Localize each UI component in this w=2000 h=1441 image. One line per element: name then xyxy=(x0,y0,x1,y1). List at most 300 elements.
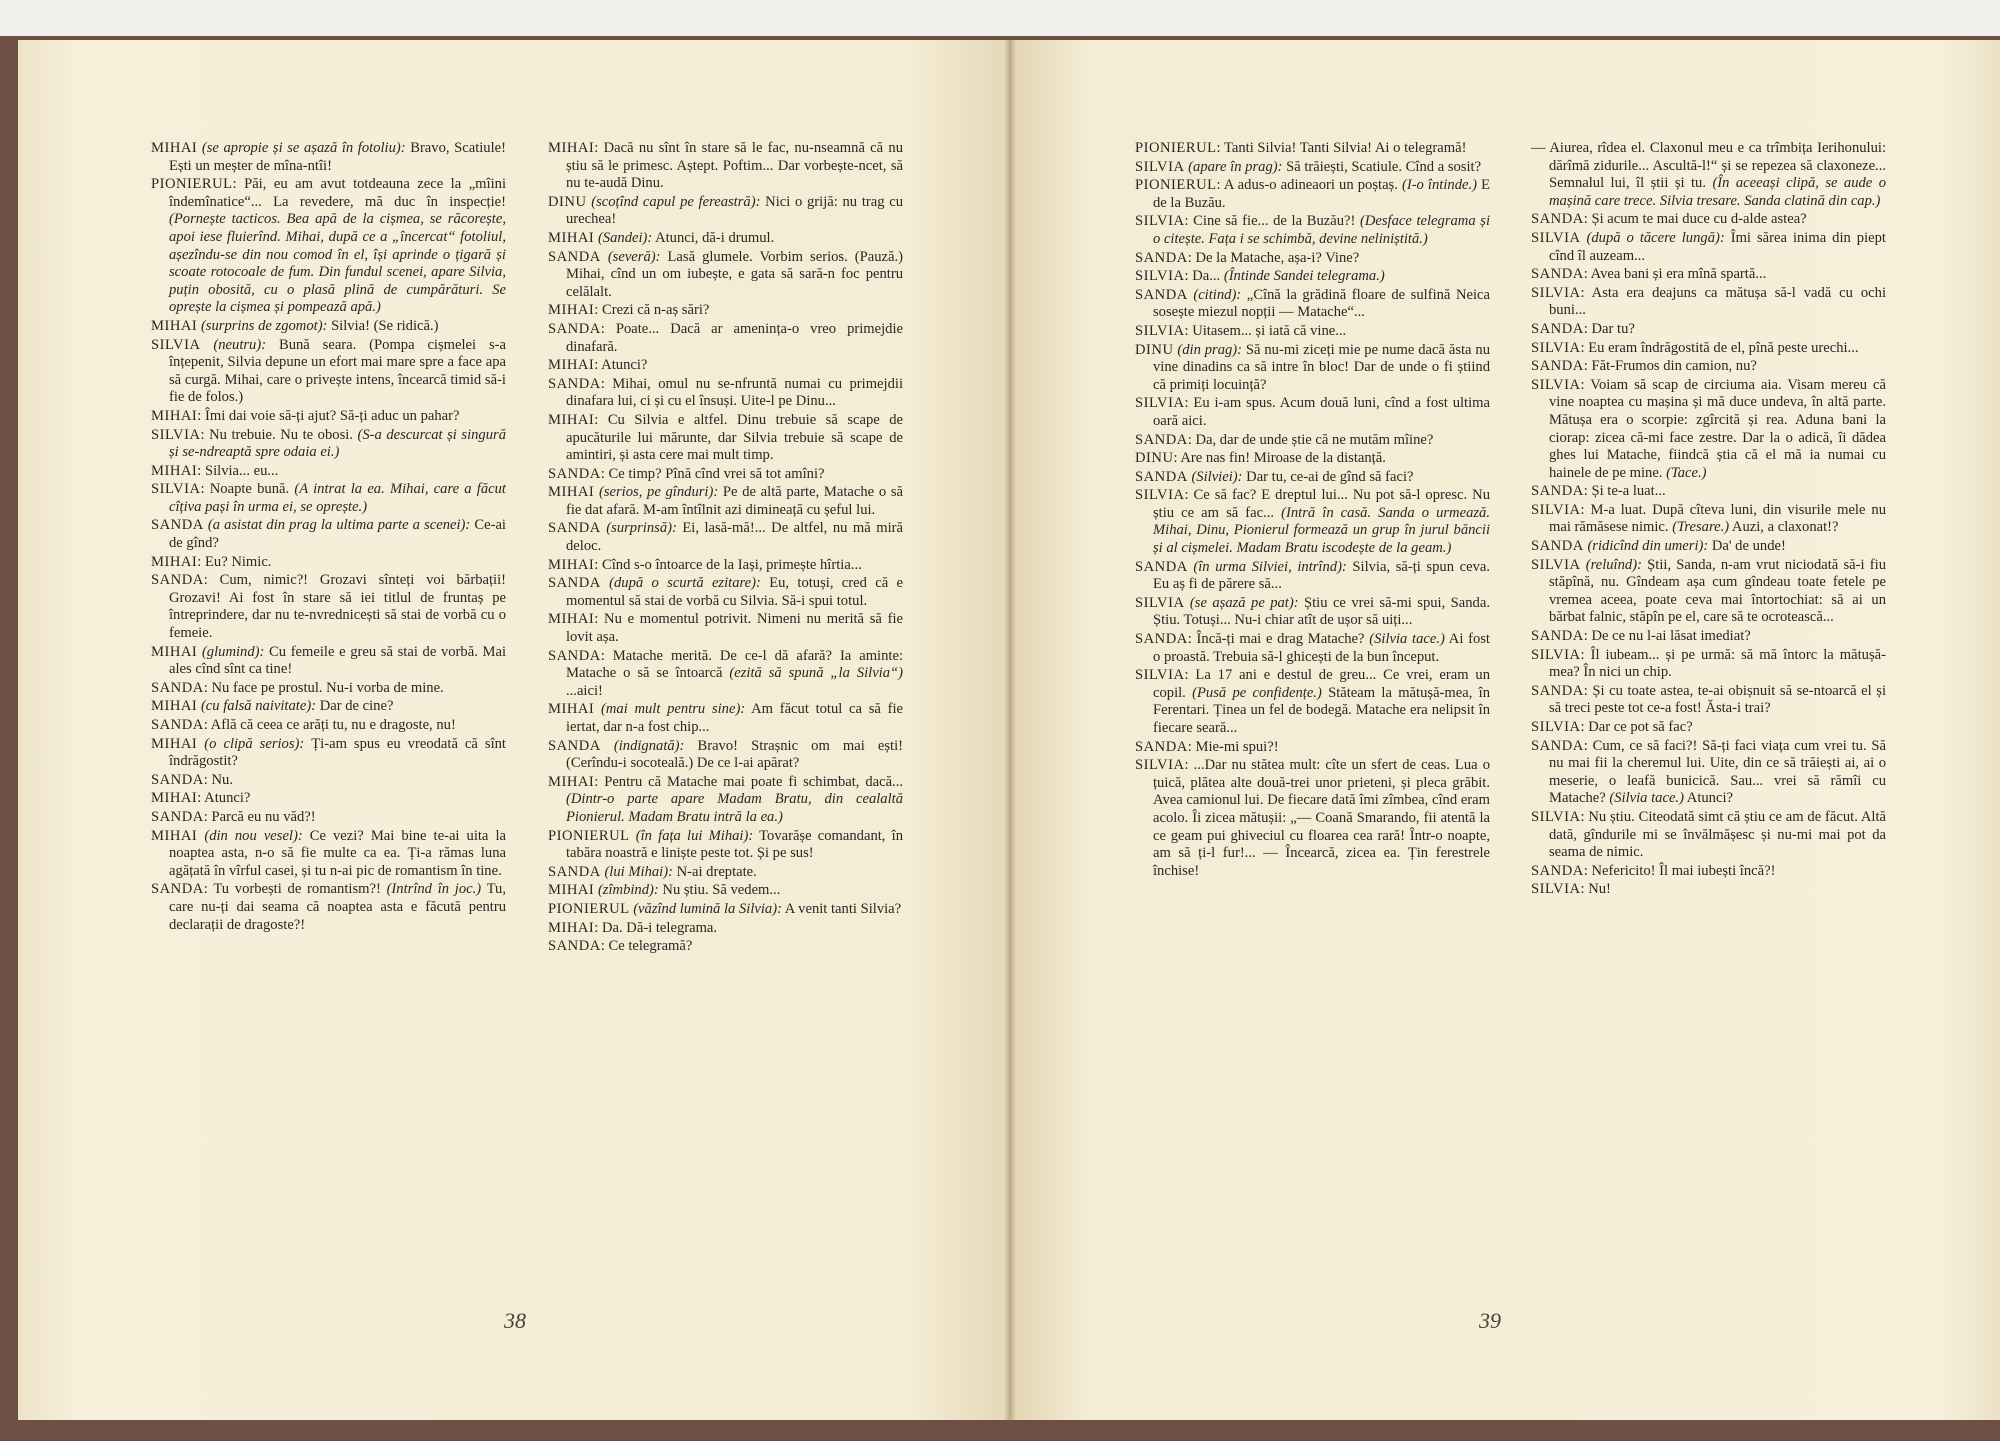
line-text: : Cum, nimic?! Grozavi sînteți voi bărbații! Grozavi! Ai fost în stare să iei titlul de fruntaș pe întreprindere, dar nu te-nvrednicești să stai de vorbă cu o femeie. xyxy=(169,572,506,642)
speaker-name: MIHAI xyxy=(151,407,198,424)
speaker-name: SANDA xyxy=(548,248,601,265)
line-text-after: Auzi, a claxonat!? xyxy=(1729,519,1839,536)
line-text-after: Bravo, Scatiule! Ești un meșter de mîna-ntîi! xyxy=(169,140,506,174)
line-text: : Încă-ți mai e drag Matache? xyxy=(1187,631,1370,648)
line-text: : Voiam să scap de circiuma aia. Visam mereu că vine noaptea cu mașina și mă duce undeva, în altă parte. Mătușa era o scorpie: zgîrcită și rea. Aduna bani la ciorap: zicea că-mi face zestre. Dar la o adică, îi dădea ghes lui Matache, fiindcă știa că el mă ia numai cu hainele de pe mine. xyxy=(1549,376,1886,481)
dialogue-line xyxy=(1135,487,1490,557)
line-text: : Îmi dai voie să-ți ajut? Să-ți aduc un pahar? xyxy=(197,407,460,424)
line-text: : Nefericito! Îl mai iubești încă?! xyxy=(1583,862,1776,879)
line-text: : Și acum te mai duce cu d-alde astea? xyxy=(1583,211,1807,228)
stage-direction: (din nou vesel): xyxy=(204,827,303,844)
line-text: : Poate... Dacă ar amenința-o vreo primejdie dinafară. xyxy=(566,320,903,355)
line-text-after: Să trăiești, Scatiule. Cînd a sosit? xyxy=(1282,158,1482,175)
speaker-name: SANDA xyxy=(1135,249,1188,266)
book-cover-bottom xyxy=(0,1420,2000,1441)
line-text: : Atunci? xyxy=(594,357,648,374)
stage-direction: (în fața lui Mihai): xyxy=(635,827,754,844)
line-text: : Da... xyxy=(1184,268,1224,285)
line-text-after: Îmi sărea inima din piept cînd îl auzeam... xyxy=(1549,229,1886,264)
dialogue-line xyxy=(548,701,903,736)
line-text-after: Tu, care nu-ți dai seama că noaptea asta e făcută pentru declarații de dragoste?! xyxy=(169,881,506,933)
dialogue-line xyxy=(1531,358,1886,376)
speaker-name: SANDA xyxy=(548,465,601,482)
dialogue-line xyxy=(1531,738,1886,808)
dialogue-line xyxy=(548,357,903,375)
dialogue-line xyxy=(1531,340,1886,358)
speaker-name: SILVIA xyxy=(1135,268,1185,285)
line-text-after: Știi, Sanda, n-am vrut niciodată să-i fiu stăpînă, nu. Gîndeam așa cum gîndeau toate fetele pe vremea aceea, poate ceva mai întortochiat: să ai un bărbat falnic, stăpîn pe el, care să te ocrotească... xyxy=(1549,556,1886,626)
line-text: : Are nas fin! Miroase de la distanță. xyxy=(1173,450,1386,467)
page-number-left: 38 xyxy=(504,1308,526,1333)
dialogue-line xyxy=(1135,250,1490,268)
dialogue-line xyxy=(151,828,506,881)
speaker-name: SILVIA xyxy=(1531,556,1581,573)
dialogue-line xyxy=(548,882,903,900)
speaker-name: SANDA xyxy=(1135,431,1188,448)
speaker-name: MIHAI xyxy=(548,919,595,936)
speaker-name: SANDA xyxy=(1531,320,1584,337)
stage-direction: (a asistat din prag la ultima parte a scenei): xyxy=(207,517,471,534)
speaker-name: SANDA xyxy=(1135,468,1188,485)
dialogue-line xyxy=(1531,809,1886,862)
speaker-name: SANDA xyxy=(151,808,204,825)
speaker-name: MIHAI xyxy=(548,484,595,501)
dialogue-line xyxy=(1135,268,1490,286)
speaker-name: SANDA xyxy=(548,320,601,337)
speaker-name: MIHAI xyxy=(548,556,595,573)
dialogue-line xyxy=(1531,557,1886,627)
dialogue-line xyxy=(1135,595,1490,630)
dialogue-line xyxy=(151,318,506,336)
stage-direction: (în urma Silviei, intrînd): xyxy=(1193,558,1347,575)
line-text-after: Să nu-mi ziceți mie pe nume dacă ăsta nu vine dinadins ca să intre în bloc! Dar de unde o fi știind că primiți locuință? xyxy=(1153,341,1490,393)
dialogue-line xyxy=(151,698,506,716)
dialogue-line xyxy=(1531,538,1886,556)
speaker-name: MIHAI xyxy=(548,611,595,628)
dialogue-line xyxy=(1531,719,1886,737)
speaker-name: SANDA xyxy=(1531,483,1584,500)
dialogue-line xyxy=(151,809,506,827)
dialogue-line xyxy=(1531,140,1886,210)
dialogue-line xyxy=(1135,631,1490,666)
line-text: : A adus-o adineaori un poștaș. xyxy=(1216,177,1402,194)
dialogue-line xyxy=(1135,159,1490,177)
line-text: : Îl iubeam... și pe urmă: să mă întorc la mătușă-mea? În nici un chip. xyxy=(1549,646,1886,681)
speaker-name: MIHAI xyxy=(548,302,595,319)
speaker-name: SANDA xyxy=(151,771,204,788)
dialogue-line xyxy=(1531,628,1886,646)
dialogue-line xyxy=(1135,469,1490,487)
speaker-name: SILVIA xyxy=(1135,158,1185,175)
speaker-name: MIHAI xyxy=(151,790,198,807)
stage-direction: (scoțînd capul pe fereastră): xyxy=(591,193,761,210)
dialogue-line xyxy=(548,938,903,956)
stage-direction: (lui Mihai): xyxy=(604,863,673,880)
speaker-name: MIHAI xyxy=(548,701,595,718)
dialogue-line xyxy=(548,557,903,575)
stage-direction: (Tace.) xyxy=(1666,464,1707,481)
line-text: : Dar tu? xyxy=(1583,320,1635,337)
line-text-after: Pe de altă parte, Matache o să fie dat afară. M-am întîlnit azi dimineață cu șeful lui. xyxy=(566,484,903,518)
line-text: : ...Dar nu stătea mult: cîte un sfert de ceas. Lua o țuică, plătea alte două-trei unor prieteni, și pleca grăbit. Avea camionul lui. De fiecare dată îmi zîmbea, cînd eram acolo. Îi zicea mătușii: „— Coană Smarando, fii atentă la ce geam pui ghiveciul cu floarea cea rară! Într-o noapte, am să ți-l fur!... — Încearcă, zicea ea. Țin ferestrele închise! xyxy=(1153,757,1490,879)
speaker-name: SILVIA xyxy=(1531,808,1581,825)
speaker-name: SANDA xyxy=(1531,862,1584,879)
line-text: : Păi, eu am avut totdeauna zece la „mîini îndemînatice“... La revedere, mă duc în inspecție! xyxy=(169,176,506,210)
line-text: : Și te-a luat... xyxy=(1583,483,1666,500)
speaker-name: SILVIA xyxy=(1135,395,1185,412)
line-text: — Aiurea, rîdea el. Claxonul meu e ca trîmbița Ierihonului: dărîmă zidurile... Ascultă-l!“ și se repezea să claxoneze... Semnalul lui, îl știi și tu. xyxy=(1531,140,1886,192)
line-text: : Uitasem... și iată că vine... xyxy=(1184,322,1347,339)
speaker-name: DINU xyxy=(548,193,587,210)
dialogue-line xyxy=(1135,213,1490,248)
speaker-name: SILVIA xyxy=(1531,646,1581,663)
dialogue-line xyxy=(548,864,903,882)
dialogue-line xyxy=(151,736,506,771)
stage-direction: (zîmbind): xyxy=(597,882,659,899)
speaker-name: SANDA xyxy=(1531,682,1584,699)
stage-direction: (după o scurtă ezitare): xyxy=(609,575,761,592)
line-text: : Eu? Nimic. xyxy=(197,553,272,570)
speaker-name: SILVIA xyxy=(1531,284,1581,301)
line-text-after: Ce-ai de gînd? xyxy=(169,517,506,552)
dialogue-line xyxy=(1135,432,1490,450)
stage-direction: (Desface telegrama și o citește. Fața i se schimbă, devine neliniștită.) xyxy=(1153,213,1490,247)
stage-direction: (reluînd): xyxy=(1585,556,1642,573)
speaker-name: MIHAI xyxy=(151,553,198,570)
speaker-name: MIHAI xyxy=(548,140,595,156)
speaker-name: SANDA xyxy=(1135,558,1188,575)
dialogue-line xyxy=(151,337,506,407)
line-text: : Nu e momentul potrivit. Nimeni nu merită să fie lovit așa. xyxy=(566,611,903,646)
line-text-after: Bună seara. (Pompa cișmelei s-a înțepenit, Silvia depune un efort mai mare spre a face apa să curgă. Mihai, care o privește intens, încearcă timid să-i fie de folos.) xyxy=(169,336,506,406)
stage-direction: (o clipă serios): xyxy=(204,735,305,752)
dialogue-line xyxy=(1531,647,1886,682)
line-text-after: Ți-am spus eu vreodată că sînt îndrăgostit? xyxy=(169,735,506,770)
line-text: : Avea bani și era mînă spartă... xyxy=(1583,266,1767,283)
line-text: : Nu trebuie. Nu te obosi. xyxy=(200,426,358,443)
stage-direction: (Dintr-o parte apare Madam Bratu, din cealaltă Pionierul. Madam Bratu intră la ea.) xyxy=(566,791,903,825)
dialogue-line xyxy=(1135,177,1490,212)
dialogue-line xyxy=(1531,266,1886,284)
speaker-name: SILVIA xyxy=(1135,757,1185,774)
speaker-name: SANDA xyxy=(1531,266,1584,283)
line-text-after: Dar de cine? xyxy=(316,698,394,715)
line-text-after: Silvia, să-ți spun ceva. Eu aș fi de părere să... xyxy=(1153,558,1490,593)
line-text: : Ce telegramă? xyxy=(600,938,693,955)
speaker-name: MIHAI xyxy=(151,462,198,479)
line-text-after: „Cînă la grădină floare de sulfină Neica sosește miezul nopții — Matache“... xyxy=(1153,286,1490,321)
line-text: : Mihai, omul nu se-nfruntă numai cu primejdii dinafara lui, ci și cu el însuși. Uite-l pe Dinu... xyxy=(566,375,903,410)
line-text-after: Nici o grijă: nu trag cu urechea! xyxy=(566,193,903,228)
stage-direction: (din prag): xyxy=(1177,341,1243,358)
line-text: : De ce nu l-ai lăsat imediat? xyxy=(1583,628,1751,645)
dialogue-line xyxy=(548,194,903,229)
speaker-name: SILVIA xyxy=(1531,339,1581,356)
line-text: : Crezi că n-aș sări? xyxy=(594,302,710,319)
line-text-after: Cu femeile e greu să stai de vorbă. Mai ales cînd sînt ca tine! xyxy=(169,643,506,678)
line-text-after: Bravo! Strașnic om mai ești! (Cerîndu-i socoteală.) De ce l-ai apărat? xyxy=(566,737,903,772)
dialogue-line xyxy=(151,680,506,698)
line-text-after: E de la Buzău. xyxy=(1153,177,1490,211)
line-text: : Și cu toate astea, te-ai obișnuit să se-ntoarcă el și să treci peste tot ce-a fost! Ăsta-i trai? xyxy=(1549,682,1886,717)
dialogue-line xyxy=(1531,502,1886,537)
right-page-column-1 xyxy=(1135,140,1490,1370)
speaker-name: SILVIA xyxy=(1531,376,1581,393)
speaker-name: SANDA xyxy=(151,572,204,589)
dialogue-line xyxy=(1135,757,1490,880)
line-text-after: ...aici! xyxy=(566,682,603,699)
stage-direction: (S-a descurcat și singură și se-ndreaptă spre odaia ei.) xyxy=(169,426,506,461)
speaker-name: SILVIA xyxy=(1531,501,1581,518)
speaker-name: SANDA xyxy=(151,679,204,696)
stage-direction: (Sandei): xyxy=(597,229,653,246)
line-text-after: Am făcut totul ca să fie iertat, dar n-a fost chip... xyxy=(566,701,903,735)
dialogue-line xyxy=(1135,342,1490,395)
speaker-name: SANDA xyxy=(1531,211,1584,228)
dialogue-line xyxy=(151,463,506,481)
speaker-name: PIONIERUL xyxy=(151,176,233,193)
dialogue-line xyxy=(548,648,903,701)
line-text: : Cine să fie... de la Buzău?! xyxy=(1184,213,1360,230)
line-text: : Nu face pe prostul. Nu-i vorba de mine. xyxy=(203,679,444,696)
line-text: : Ce timp? Pînă cînd vrei să tot amîni? xyxy=(600,465,825,482)
line-text: : Nu! xyxy=(1580,881,1611,898)
dialogue-line xyxy=(548,230,903,248)
dialogue-line xyxy=(548,412,903,465)
line-text-after: Tovarășe comandant, în tabăra noastră e liniște peste tot. Și pe sus! xyxy=(566,827,903,862)
speaker-name: MIHAI xyxy=(548,882,595,899)
speaker-name: SILVIA xyxy=(1135,667,1185,684)
dialogue-line xyxy=(151,717,506,735)
dialogue-line xyxy=(548,901,903,919)
speaker-name: SILVIA xyxy=(1531,719,1581,735)
speaker-name: MIHAI xyxy=(548,229,595,246)
book-gutter xyxy=(1004,40,1016,1420)
line-text: : Eu i-am spus. Acum două luni, cînd a fost ultima oară aici. xyxy=(1153,395,1490,429)
line-text: : Parcă eu nu văd?! xyxy=(203,808,316,825)
stage-direction: (ridicînd din umeri): xyxy=(1587,538,1709,555)
line-text: : Atunci? xyxy=(197,790,251,807)
dialogue-line xyxy=(151,517,506,552)
speaker-name: SILVIA xyxy=(1135,487,1185,504)
speaker-name: SANDA xyxy=(548,938,601,955)
dialogue-line xyxy=(1531,683,1886,718)
line-text: : Ce să fac? E dreptul lui... Nu pot să-l opresc. Nu știu ce am să fac... xyxy=(1153,487,1490,521)
dialogue-line xyxy=(548,249,903,302)
stage-direction: (A intrat la ea. Mihai, care a făcut cîțiva pași în urma ei, se oprește.) xyxy=(169,481,506,515)
line-text-after: Ai fost o proastă. Trebuia să-l ghicești de la bun început. xyxy=(1153,631,1490,665)
line-text: : Silvia... eu... xyxy=(197,462,279,479)
stage-direction: (Silviei): xyxy=(1191,468,1243,485)
dialogue-line xyxy=(1135,140,1490,158)
dialogue-line xyxy=(151,644,506,679)
dialogue-line xyxy=(548,466,903,484)
stage-direction: (glumind): xyxy=(201,643,265,660)
speaker-name: MIHAI xyxy=(151,140,198,156)
line-text-after: Atunci, dă-i drumul. xyxy=(652,229,775,246)
speaker-name: SILVIA xyxy=(151,426,201,443)
line-text: : Tu vorbești de romantism?! xyxy=(203,881,387,898)
speaker-name: SANDA xyxy=(151,717,204,733)
stage-direction: (Silvia tace.) xyxy=(1609,790,1684,807)
speaker-name: SILVIA xyxy=(1531,881,1581,898)
line-text: : Asta era deajuns ca mătușa să-l vadă cu ochi buni... xyxy=(1549,284,1886,319)
line-text-after: Silvia! (Se ridică.) xyxy=(327,317,439,334)
line-text-after: Stăteam la mătușă-mea, în Ferentari. Ținea un fel de bodegă. Matache era nelipsit în fiecare seară... xyxy=(1153,684,1490,736)
right-page-column-2 xyxy=(1531,140,1886,1370)
stage-direction: (văzînd lumină la Silvia): xyxy=(633,900,782,917)
speaker-name: SILVIA xyxy=(1531,229,1581,246)
line-text: : Noapte bună. xyxy=(200,481,295,498)
speaker-name: PIONIERUL xyxy=(548,827,630,844)
speaker-name: MIHAI xyxy=(151,735,198,752)
line-text: : Tanti Silvia! Tanti Silvia! Ai o telegramă! xyxy=(1216,140,1467,156)
speaker-name: MIHAI xyxy=(151,643,198,660)
dialogue-line xyxy=(1531,285,1886,320)
speaker-name: SANDA xyxy=(548,520,601,537)
dialogue-line xyxy=(548,140,903,193)
stage-direction: (În aceeași clipă, se aude o mașină care trece. Silvia tresare. Sanda clatină din cap.) xyxy=(1549,175,1886,209)
stage-direction: (Tresare.) xyxy=(1672,519,1730,536)
stage-direction: (neutru): xyxy=(213,336,267,353)
dialogue-line xyxy=(1531,483,1886,501)
speaker-name: PIONIERUL xyxy=(1135,177,1217,194)
stage-direction: (indignată): xyxy=(613,737,685,754)
left-page-column-1 xyxy=(151,140,506,1370)
speaker-name: SANDA xyxy=(1135,631,1188,648)
line-text: : Mie-mi spui?! xyxy=(1187,738,1279,755)
dialogue-line xyxy=(1135,323,1490,341)
speaker-name: SANDA xyxy=(1135,286,1188,303)
speaker-name: DINU xyxy=(1135,341,1174,358)
speaker-name: DINU xyxy=(1135,450,1174,467)
line-text: : Nu știu. Citeodată simt că știu ce am de făcut. Altă dată, gîndurile mi se învălmășesc și nu-mi mai pot da seama de nimic. xyxy=(1549,808,1886,861)
dialogue-line xyxy=(548,302,903,320)
left-page xyxy=(18,40,1009,1420)
dialogue-line xyxy=(151,176,506,317)
speaker-name: MIHAI xyxy=(151,698,198,715)
speaker-name: SANDA xyxy=(548,575,601,592)
stage-direction: (severă): xyxy=(607,248,661,265)
stage-direction: (cu falsă naivitate): xyxy=(200,698,317,715)
speaker-name: SILVIA xyxy=(1135,322,1185,339)
dialogue-line xyxy=(1531,377,1886,483)
dialogue-line xyxy=(1531,211,1886,229)
dialogue-line xyxy=(1531,863,1886,881)
dialogue-line xyxy=(548,774,903,827)
line-text: : Cu Silvia e altfel. Dinu trebuie să scape de apucăturile lui mărunte, dar Silvia trebuie să scape de amintiri, și asta cere mai mult timp. xyxy=(566,411,903,464)
dialogue-line xyxy=(548,828,903,863)
line-text: : Pentru că Matache mai poate fi schimbat, dacă... xyxy=(594,773,903,790)
page-number-right: 39 xyxy=(1479,1308,1501,1333)
stage-direction: (Pusă pe confidențe.) xyxy=(1192,684,1322,701)
dialogue-line xyxy=(548,376,903,411)
dialogue-line xyxy=(151,408,506,426)
line-text: : De la Matache, așa-i? Vine? xyxy=(1187,249,1360,266)
line-text: : Află că ceea ce arăți tu, nu e dragoste, nu! xyxy=(203,717,456,733)
stage-direction: (surprinsă): xyxy=(606,520,677,537)
line-text-after: Ce vezi? Mai bine te-ai uita la noaptea asta, n-o să fie multe ca ea. Ți-a rămas luna agățată în vîrful casei, și tu n-ai pic de romantism în tine. xyxy=(169,827,506,879)
book-cover-top xyxy=(0,0,2000,36)
line-text: : Nu. xyxy=(203,771,233,788)
stage-direction: (se așază pe pat): xyxy=(1189,594,1299,611)
speaker-name: SANDA xyxy=(1531,538,1584,555)
speaker-name: SANDA xyxy=(1531,737,1584,754)
stage-direction: (Silvia tace.) xyxy=(1369,631,1445,648)
line-text-after: Știu ce vrei să-mi spui, Sanda. Știu. Totuși... Nu-i chiar atît de ușor să uiți... xyxy=(1153,594,1490,629)
stage-direction: (Intrînd în joc.) xyxy=(386,881,482,898)
stage-direction: (serios, pe gînduri): xyxy=(598,484,719,501)
line-text-after: Dar tu, ce-ai de gînd să faci? xyxy=(1242,468,1414,485)
speaker-name: MIHAI xyxy=(548,357,595,374)
book-spread xyxy=(18,40,2000,1420)
speaker-name: SANDA xyxy=(548,375,601,392)
stage-direction: (citind): xyxy=(1193,286,1242,303)
line-text: : Matache merită. De ce-l dă afară? Ia aminte: Matache o să se întoarcă xyxy=(566,647,903,682)
speaker-name: MIHAI xyxy=(548,773,595,790)
line-text-after: N-ai dreptate. xyxy=(672,863,757,880)
dialogue-line xyxy=(548,484,903,519)
dialogue-line xyxy=(1531,321,1886,339)
dialogue-line xyxy=(151,140,506,175)
dialogue-line xyxy=(1135,395,1490,430)
line-text: : La 17 ani e destul de greu... Ce vrei, eram un copil. xyxy=(1153,667,1490,701)
left-page-column-2 xyxy=(548,140,903,1370)
line-text: : Da, dar de unde știe că ne mutăm mîine? xyxy=(1187,431,1434,448)
speaker-name: MIHAI xyxy=(151,317,198,334)
dialogue-line xyxy=(151,572,506,642)
stage-direction: (după o tăcere lungă): xyxy=(1586,229,1725,246)
stage-direction: (ezită să spună „la Silvia“) xyxy=(729,665,903,682)
stage-direction: (mai mult pentru sine): xyxy=(601,701,746,718)
stage-direction: (surprins de zgomot): xyxy=(200,317,328,334)
dialogue-line xyxy=(548,321,903,356)
dialogue-line xyxy=(1135,667,1490,737)
dialogue-line xyxy=(548,920,903,938)
line-text: : Dar ce pot să fac? xyxy=(1580,719,1693,735)
speaker-name: MIHAI xyxy=(548,411,595,428)
dialogue-line xyxy=(151,554,506,572)
dialogue-line xyxy=(1135,450,1490,468)
speaker-name: SANDA xyxy=(1531,628,1584,645)
stage-direction: (se apropie și se așază în fotoliu): xyxy=(201,140,406,156)
speaker-name: SANDA xyxy=(151,881,204,898)
dialogue-line xyxy=(151,881,506,934)
stage-direction: (apare în prag): xyxy=(1188,158,1283,175)
line-text-after: Lasă glumele. Vorbim serios. (Pauză.) Mihai, cînd un om iubește, e gata să sară-n foc pentru celălalt. xyxy=(566,248,903,300)
dialogue-line xyxy=(548,738,903,773)
stage-direction: (Intră în casă. Sanda o urmează. Mihai, Dinu, Pionierul formează un grup în jurul băncii și al cișmelei. Madam Bratu iscodește de la geam.) xyxy=(1153,504,1490,557)
line-text-after: Atunci? xyxy=(1683,790,1733,807)
dialogue-line xyxy=(548,611,903,646)
speaker-name: PIONIERUL xyxy=(1135,140,1217,156)
speaker-name: SANDA xyxy=(548,863,601,880)
speaker-name: SANDA xyxy=(548,647,601,664)
dialogue-line xyxy=(1531,881,1886,899)
dialogue-line xyxy=(151,481,506,516)
speaker-name: SANDA xyxy=(1135,738,1188,755)
speaker-name: SANDA xyxy=(548,737,601,754)
line-text: : M-a luat. După cîteva luni, din visurile mele nu mai rămăsese nimic. xyxy=(1549,501,1886,536)
dialogue-line xyxy=(1135,287,1490,322)
speaker-name: PIONIERUL xyxy=(548,900,630,917)
line-text-after: Ei, lasă-mă!... De altfel, nu mă miră deloc. xyxy=(566,520,903,555)
stage-direction: (Pornește tacticos. Bea apă de la cișmea, se răcorește, apoi iese fluierînd. Mihai, după ce a „încercat“ fotoliul, așezîndu-se din nou comod în el, își aprinde o țigară și scoate rotocoale de fum. Din fundul scenei, apare Silvia, puțin obosită, cu o plasă plină de cumpărături. Se oprește la cișmea și pompează apă.) xyxy=(169,211,506,316)
line-text-after: A venit tanti Silvia? xyxy=(781,900,902,917)
speaker-name: SANDA xyxy=(1531,358,1584,375)
speaker-name: SANDA xyxy=(151,517,204,534)
dialogue-line xyxy=(151,427,506,462)
